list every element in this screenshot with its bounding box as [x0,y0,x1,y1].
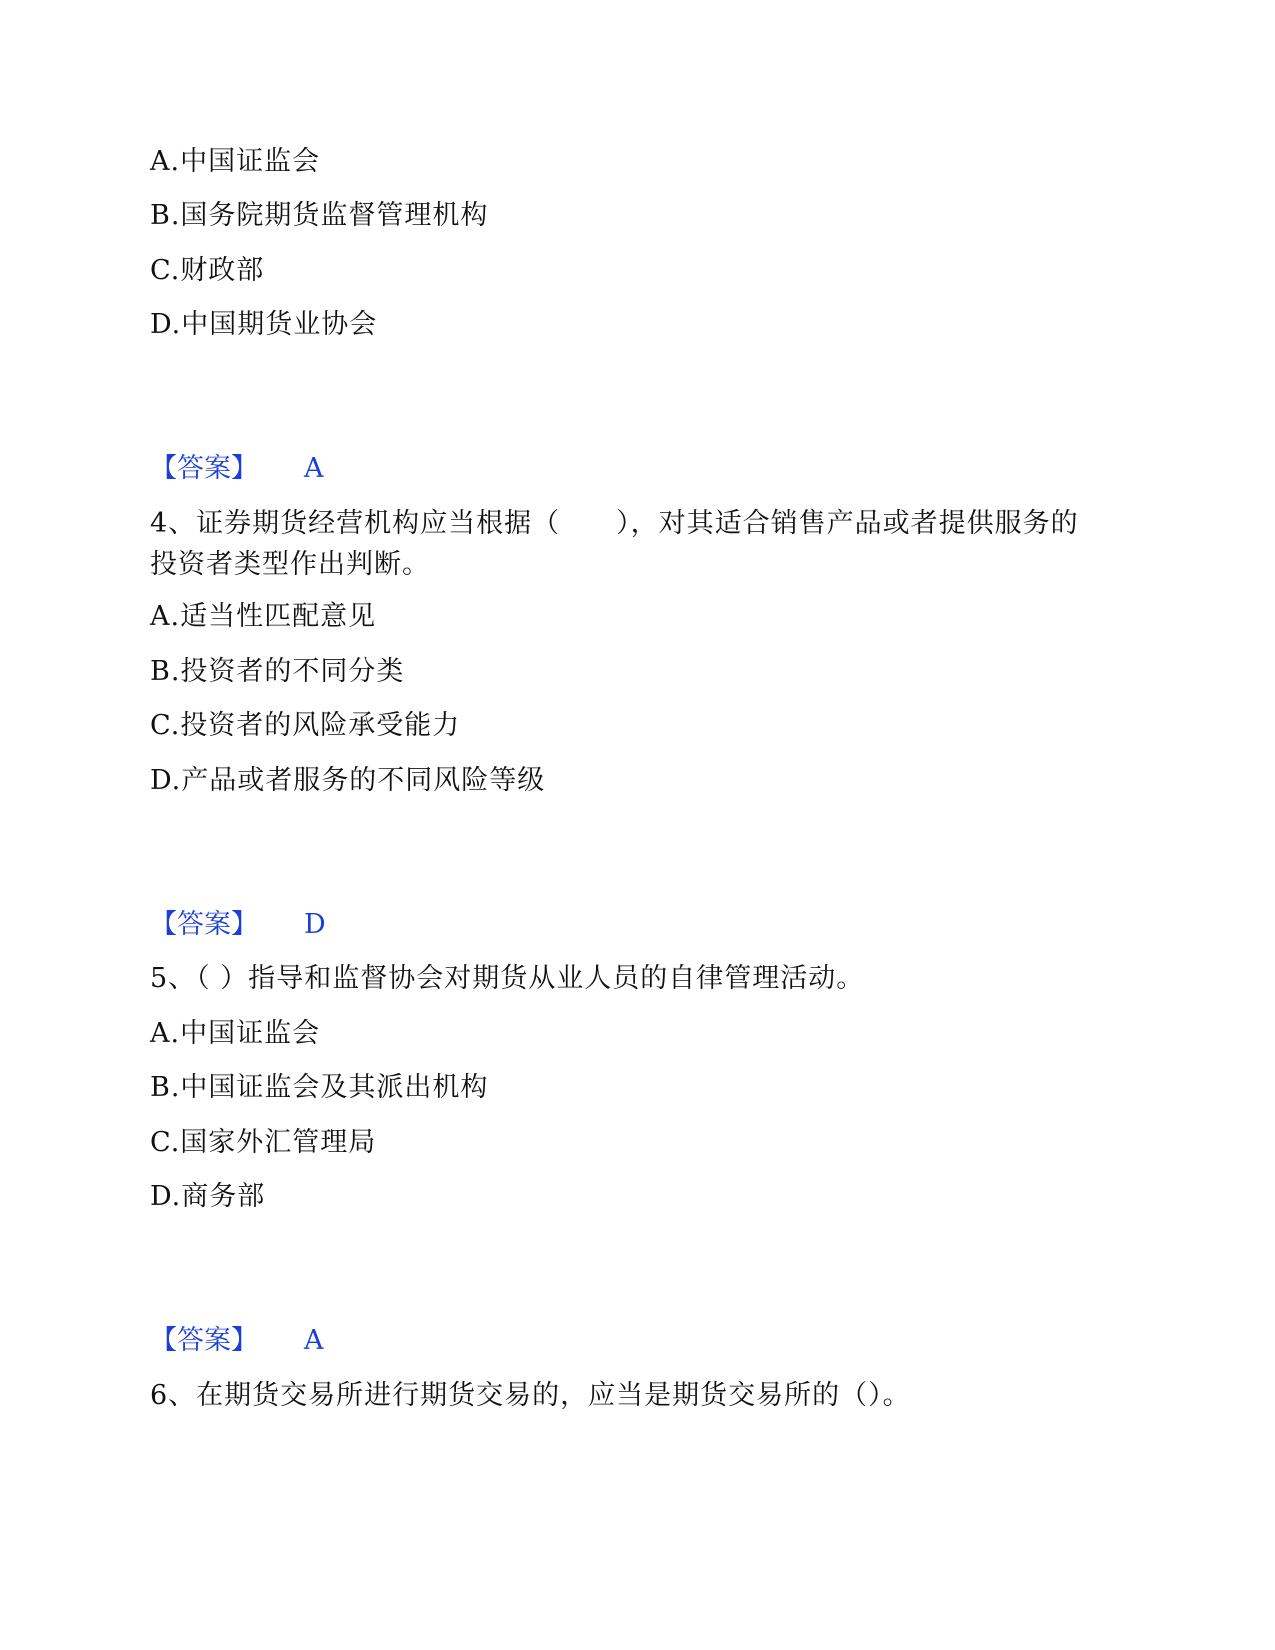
answer-value: A [304,453,324,484]
answer-value: A [304,1325,324,1356]
q6-question: 6、在期货交易所进行期货交易的，应当是期货交易所的（）。 [150,1380,911,1411]
q3-option-c: C.财政部 [150,255,265,286]
answer-label: 【答案】 [150,1325,258,1356]
q3-option-a: A.中国证监会 [150,146,321,177]
q4-option-b: B.投资者的不同分类 [150,656,405,687]
q4-question-line1: 4、证券期货经营机构应当根据（ ），对其适合销售产品或者提供服务的 [150,508,1079,539]
q5-option-b: B.中国证监会及其派出机构 [150,1072,489,1103]
answer-label: 【答案】 [150,453,258,484]
q4-option-c: C.投资者的风险承受能力 [150,710,461,741]
q3-option-b: B.国务院期货监督管理机构 [150,200,489,231]
q3-answer [150,449,324,489]
answer-value: D [304,909,326,940]
q4-answer [150,905,326,945]
q5-question: 5、（ ）指导和监督协会对期货从业人员的自律管理活动。 [150,963,865,994]
q5-option-c: C.国家外汇管理局 [150,1127,377,1158]
q5-option-d: D.商务部 [150,1181,266,1212]
answer-label: 【答案】 [150,909,258,940]
q5-option-a: A.中国证监会 [150,1018,321,1049]
q4-option-a: A.适当性匹配意见 [150,601,377,632]
q3-option-d: D.中国期货业协会 [150,309,378,340]
q4-question-line2: 投资者类型作出判断。 [150,549,430,580]
q5-answer [150,1321,324,1361]
q4-option-d: D.产品或者服务的不同风险等级 [150,765,546,796]
